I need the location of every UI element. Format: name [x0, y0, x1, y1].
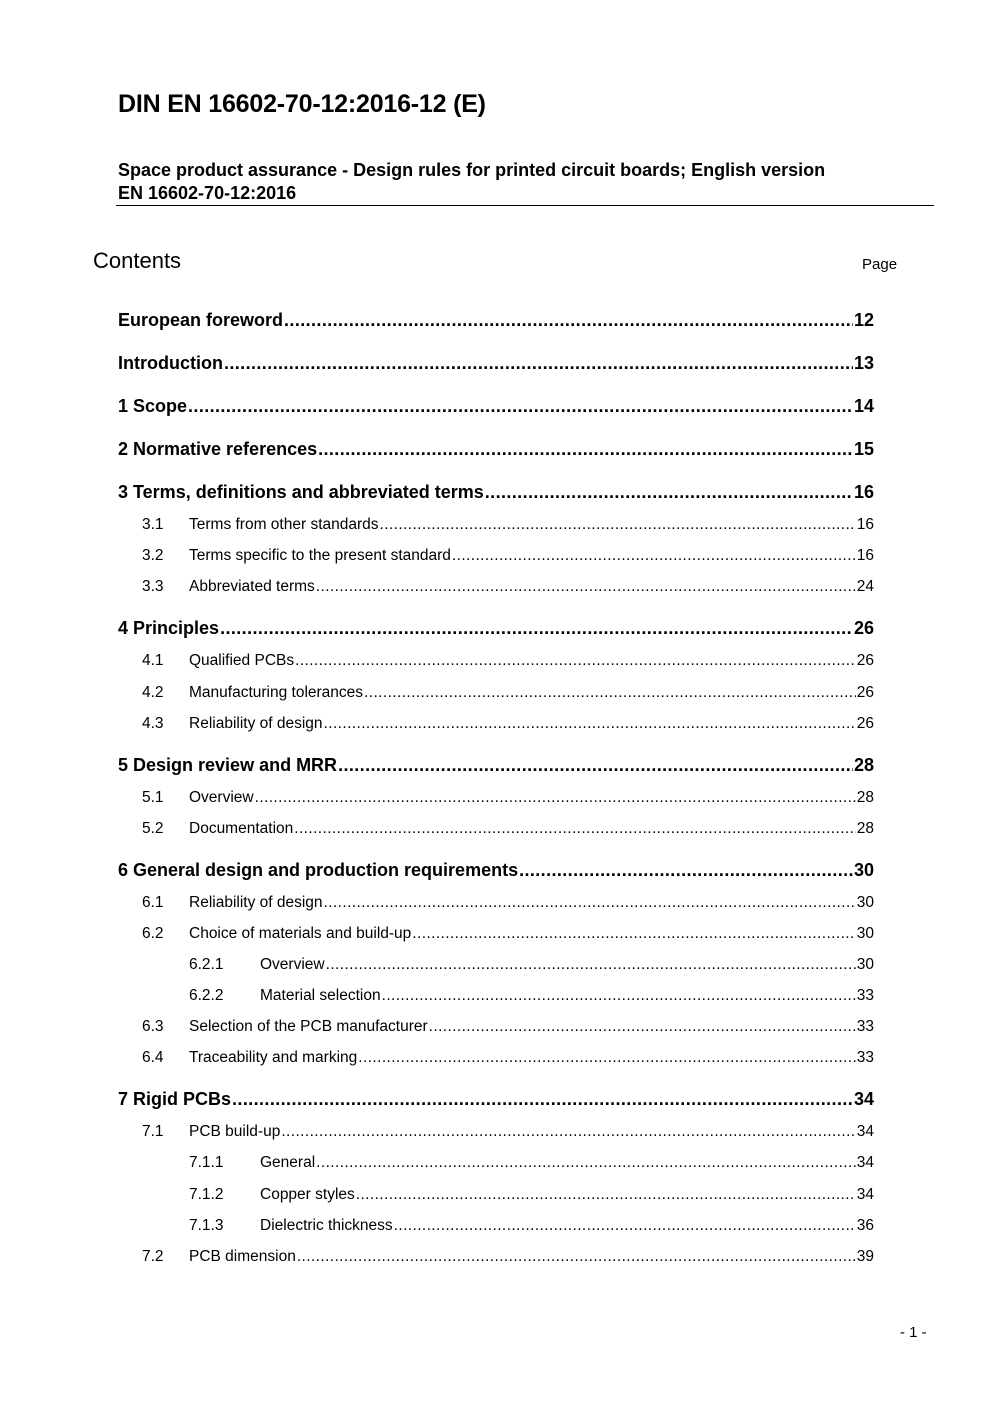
toc-entry-title: Material selection [260, 987, 381, 1004]
toc-entry-page: 26 [856, 684, 874, 701]
toc-entry[interactable] [118, 755, 874, 776]
toc-entry-number: 6.3 [142, 1018, 164, 1035]
toc-entry-number: 3.3 [142, 578, 164, 595]
toc-dot-leader [294, 820, 855, 838]
toc-entry-title: Reliability of design [189, 715, 323, 732]
toc-entry-number: 6.2 [142, 925, 164, 942]
toc-entry-number: 7.2 [142, 1248, 164, 1265]
toc-entry[interactable] [142, 820, 874, 838]
toc-entry-number: 7.1.2 [189, 1186, 224, 1203]
toc-dot-leader [295, 652, 856, 670]
toc-entry-title: PCB build-up [189, 1123, 281, 1140]
toc-entry-title: Abbreviated terms [189, 578, 315, 595]
toc-entry-page: 16 [853, 482, 874, 502]
toc-entry-title: 4 Principles [118, 618, 220, 638]
toc-entry[interactable] [118, 482, 874, 503]
toc-entry-number: 5.2 [142, 820, 164, 837]
toc-dot-leader [316, 1154, 856, 1172]
toc-dot-leader [519, 860, 853, 881]
toc-dot-leader [452, 547, 856, 565]
toc-entry-title: Terms specific to the present standard [189, 547, 451, 564]
toc-entry[interactable] [118, 618, 874, 639]
document-id-title: DIN EN 16602-70-12:2016-12 (E) [118, 90, 486, 118]
subtitle-line-1: Space product assurance - Design rules for printed circuit boards; English version [118, 160, 826, 180]
document-subtitle [118, 159, 825, 205]
toc-entry-page: 15 [853, 439, 874, 459]
toc-entry-title: General [260, 1154, 316, 1171]
toc-entry[interactable] [118, 310, 874, 331]
toc-entry[interactable] [189, 1217, 874, 1235]
toc-dot-leader [394, 1217, 856, 1235]
toc-entry-number: 4.3 [142, 715, 164, 732]
toc-entry[interactable] [142, 1123, 874, 1141]
toc-entry-title: Overview [189, 789, 254, 806]
toc-entry[interactable] [142, 516, 874, 534]
toc-entry-page: 14 [853, 396, 874, 416]
toc-dot-leader [316, 578, 856, 596]
toc-entry-title: 3 Terms, definitions and abbreviated terms [118, 482, 484, 502]
toc-dot-leader [380, 516, 856, 534]
toc-entry-page: 30 [856, 894, 874, 911]
toc-entry[interactable] [142, 894, 874, 912]
toc-entry-number: 6.2.1 [189, 956, 224, 973]
toc-entry[interactable] [142, 1018, 874, 1036]
toc-entry[interactable] [189, 1186, 874, 1204]
toc-entry-title: Documentation [189, 820, 294, 837]
toc-entry-page: 36 [856, 1217, 874, 1234]
toc-entry[interactable] [118, 396, 874, 417]
toc-dot-leader [412, 925, 855, 943]
toc-entry-title: European foreword [118, 310, 284, 330]
toc-dot-leader [255, 789, 856, 807]
toc-entry-title: 1 Scope [118, 396, 188, 416]
toc-dot-leader [324, 715, 856, 733]
toc-entry-page: 13 [853, 353, 874, 373]
toc-entry-page: 26 [856, 715, 874, 732]
toc-dot-leader [188, 396, 853, 417]
toc-entry[interactable] [142, 1248, 874, 1266]
toc-entry-number: 6.4 [142, 1049, 164, 1066]
toc-dot-leader [485, 482, 853, 503]
toc-entry-page: 12 [853, 310, 874, 330]
toc-entry[interactable] [189, 987, 874, 1005]
toc-entry-number: 5.1 [142, 789, 164, 806]
toc-entry-title: Introduction [118, 353, 223, 373]
toc-dot-leader [364, 684, 856, 702]
toc-entry-title: 7 Rigid PCBs [118, 1089, 232, 1109]
toc-dot-leader [220, 618, 853, 639]
toc-entry[interactable] [142, 547, 874, 565]
contents-heading: Contents [93, 248, 182, 273]
header-divider [116, 205, 934, 206]
toc-entry[interactable] [118, 1089, 874, 1110]
toc-dot-leader [284, 310, 853, 331]
toc-dot-leader [297, 1248, 856, 1266]
toc-entry-page: 34 [853, 1089, 874, 1109]
toc-entry-page: 24 [856, 578, 874, 595]
toc-entry-number: 7.1.3 [189, 1217, 224, 1234]
toc-entry-page: 16 [856, 516, 874, 533]
toc-dot-leader [318, 439, 853, 460]
toc-entry-title: PCB dimension [189, 1248, 296, 1265]
toc-entry[interactable] [142, 1049, 874, 1067]
toc-entry-page: 26 [856, 652, 874, 669]
toc-entry-number: 4.1 [142, 652, 164, 669]
toc-entry-page: 28 [856, 789, 874, 806]
toc-dot-leader [224, 353, 853, 374]
toc-entry-page: 33 [856, 1049, 874, 1066]
toc-entry-number: 6.2.2 [189, 987, 224, 1004]
toc-entry-title: Traceability and marking [189, 1049, 358, 1066]
toc-entry-page: 28 [856, 820, 874, 837]
toc-entry-page: 30 [856, 956, 874, 973]
toc-entry-page: 16 [856, 547, 874, 564]
toc-entry[interactable] [118, 353, 874, 374]
toc-entry[interactable] [142, 684, 874, 702]
footer-page-number: - 1 - [900, 1324, 927, 1341]
toc-entry[interactable] [142, 789, 874, 807]
toc-entry-page: 34 [856, 1123, 874, 1140]
toc-dot-leader [281, 1123, 855, 1141]
toc-dot-leader [356, 1186, 856, 1204]
toc-entry-title: Overview [260, 956, 325, 973]
toc-entry-number: 7.1 [142, 1123, 164, 1140]
toc-entry[interactable] [142, 925, 874, 943]
toc-entry-page: 30 [856, 925, 874, 942]
toc-entry-title: Terms from other standards [189, 516, 379, 533]
toc-entry-title: 5 Design review and MRR [118, 755, 338, 775]
toc-entry[interactable] [142, 715, 874, 733]
toc-entry-number: 4.2 [142, 684, 164, 701]
page-column-label: Page [862, 256, 898, 273]
toc-entry[interactable] [142, 652, 874, 670]
toc-entry-number: 7.1.1 [189, 1154, 224, 1171]
toc-entry-title: Manufacturing tolerances [189, 684, 364, 701]
toc-dot-leader [324, 894, 856, 912]
toc-entry-page: 39 [856, 1248, 874, 1265]
toc-entry-page: 28 [853, 755, 874, 775]
toc-entry-title: Reliability of design [189, 894, 323, 911]
toc-dot-leader [382, 987, 856, 1005]
toc-entry-title: 6 General design and production requirements [118, 860, 519, 880]
toc-entry-title: Dielectric thickness [260, 1217, 393, 1234]
toc-entry-title: Qualified PCBs [189, 652, 295, 669]
toc-dot-leader [429, 1018, 856, 1036]
toc-dot-leader [232, 1089, 853, 1110]
toc-entry-page: 34 [856, 1154, 874, 1171]
toc-entry[interactable] [189, 1154, 874, 1172]
toc-entry-title: Choice of materials and build-up [189, 925, 412, 942]
toc-entry-page: 34 [856, 1186, 874, 1203]
toc-entry[interactable] [189, 956, 874, 974]
toc-entry-title: 2 Normative references [118, 439, 318, 459]
toc-dot-leader [358, 1049, 855, 1067]
toc-entry-page: 30 [853, 860, 874, 880]
toc-entry-title: Selection of the PCB manufacturer [189, 1018, 428, 1035]
subtitle-line-2: EN 16602-70-12:2016 [118, 183, 297, 203]
toc-entry-page: 26 [853, 618, 874, 638]
toc-entry-title: Copper styles [260, 1186, 355, 1203]
toc-entry-number: 3.1 [142, 516, 164, 533]
toc-dot-leader [338, 755, 853, 776]
toc-entry-page: 33 [856, 1018, 874, 1035]
toc-entry[interactable] [118, 439, 874, 460]
toc-entry[interactable] [118, 860, 874, 881]
toc-dot-leader [326, 956, 856, 974]
toc-entry-page: 33 [856, 987, 874, 1004]
toc-entry-number: 3.2 [142, 547, 164, 564]
toc-entry-number: 6.1 [142, 894, 164, 911]
toc-entry[interactable] [142, 578, 874, 596]
